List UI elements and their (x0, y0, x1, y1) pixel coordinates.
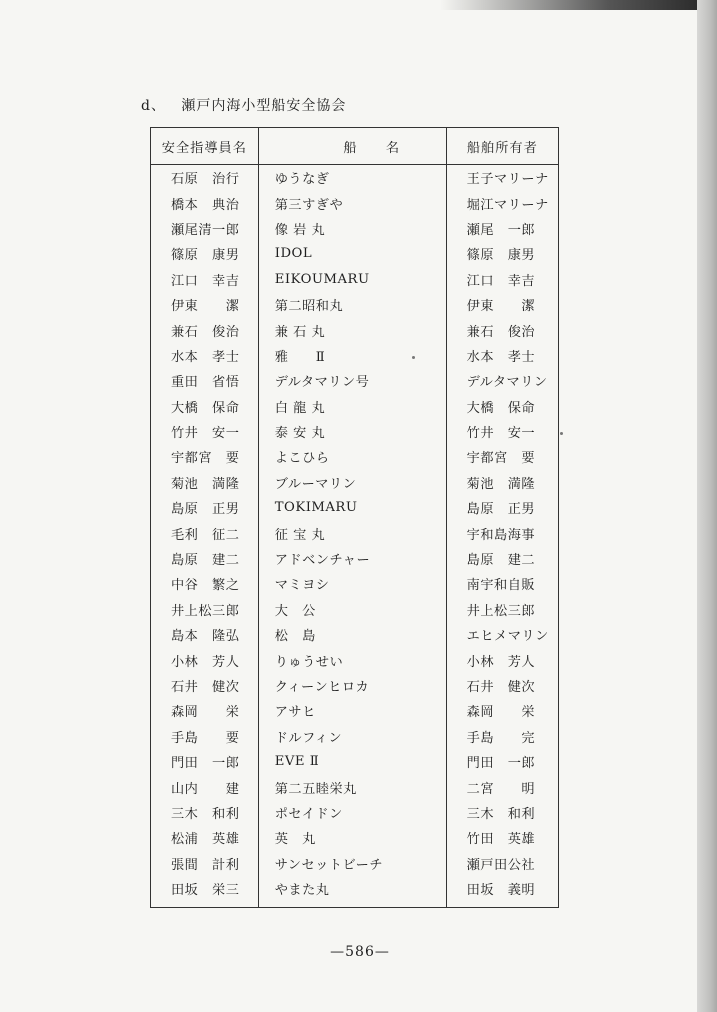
table-header-row (151, 128, 559, 165)
ship-name-cell: TOKIMARU (258, 495, 446, 520)
owner-name-cell: 田坂 義明 (466, 883, 536, 899)
guide-name-cell: 手島 要 (151, 724, 259, 749)
section-marker: d、 (141, 98, 166, 114)
page-number: —586— (330, 944, 390, 960)
guide-name-cell: 山内 建 (151, 774, 259, 799)
guide-name-cell: 井上松三郎 (151, 597, 259, 622)
guide-name-cell: 大橋 保命 (151, 394, 259, 419)
owner-name-cell: デルタマリン (466, 375, 548, 391)
table-row (151, 343, 559, 368)
guide-name-cell: 中谷 繁之 (151, 571, 259, 596)
table-row (151, 546, 559, 571)
guide-name-cell: 森岡 栄 (151, 698, 259, 723)
ship-name-cell: 第三すぎや (258, 190, 446, 215)
ship-name-cell: サンセットビーチ (258, 851, 446, 876)
owner-name-cell: 井上松三郎 (466, 603, 536, 619)
ship-name-cell: やまた丸 (258, 876, 446, 908)
scan-speck (560, 432, 563, 435)
owner-name-cell: 小林 芳人 (466, 654, 536, 670)
guide-name-cell: 瀬尾清一郎 (151, 216, 259, 241)
table-row (151, 800, 559, 825)
table-row (151, 876, 559, 908)
ship-name-cell: ポセイドン (258, 800, 446, 825)
owner-name-cell: 南宇和自販 (466, 578, 536, 594)
owner-name-cell: 兼石 俊治 (466, 324, 536, 340)
guide-name-cell: 島原 建二 (151, 546, 259, 571)
table-row (151, 698, 559, 723)
table-row (151, 749, 559, 774)
guide-name-cell: 小林 芳人 (151, 647, 259, 672)
owner-name-cell: 門田 一郎 (466, 756, 536, 772)
section-title: 瀬戸内海小型船安全協会 (181, 98, 347, 114)
guide-name-cell: 菊池 満隆 (151, 470, 259, 495)
header-guide: 安全指導員名 (151, 128, 259, 165)
ship-name-cell: 第二昭和丸 (258, 292, 446, 317)
guide-name-cell: 毛利 征二 (151, 520, 259, 545)
ship-name-cell: 雅 Ⅱ (258, 343, 446, 368)
owner-name-cell: 竹田 英雄 (466, 832, 536, 848)
owner-name-cell: 江口 幸吉 (466, 273, 536, 289)
guide-name-cell: 島本 隆弘 (151, 622, 259, 647)
table-row (151, 394, 559, 419)
table-row (151, 165, 559, 191)
guide-name-cell: 宇都宮 要 (151, 444, 259, 469)
table-row (151, 851, 559, 876)
table-row (151, 470, 559, 495)
ship-name-cell: 第二五睦栄丸 (258, 774, 446, 799)
table-row (151, 419, 559, 444)
ship-name-cell: ブルーマリン (258, 470, 446, 495)
section-heading (141, 95, 346, 115)
ship-name-cell: クィーンヒロカ (258, 673, 446, 698)
ship-name-cell: ドルフィン (258, 724, 446, 749)
owner-name-cell: 大橋 保命 (466, 400, 536, 416)
owner-name-cell: 瀬尾 一郎 (466, 222, 536, 238)
owner-name-cell: 篠原 康男 (466, 248, 536, 264)
table-row (151, 724, 559, 749)
table-row (151, 597, 559, 622)
header-owner: 船舶所有者 (446, 128, 558, 165)
owner-name-cell: 三木 和利 (466, 806, 536, 822)
ship-name-cell: 松 島 (258, 622, 446, 647)
ship-name-cell: マミヨシ (258, 571, 446, 596)
owner-name-cell: 石井 健次 (466, 680, 536, 695)
table-row (151, 622, 559, 647)
ship-name-cell: アサヒ (258, 698, 446, 723)
owner-name-cell: 菊池 満隆 (466, 476, 536, 492)
table-row (151, 571, 559, 596)
owner-name-cell: 宇和島海事 (466, 527, 536, 543)
table-row (151, 444, 559, 469)
guide-name-cell: 篠原 康男 (151, 241, 259, 266)
ship-name-cell: EIKOUMARU (258, 267, 446, 292)
guide-name-cell: 松浦 英雄 (151, 825, 259, 850)
table-row (151, 825, 559, 850)
ship-name-cell: IDOL (258, 241, 446, 266)
ship-name-cell: EVE Ⅱ (258, 749, 446, 774)
scan-shadow-right (697, 0, 717, 1012)
owner-name-cell: 島原 建二 (466, 553, 536, 569)
scan-shadow-top (440, 0, 700, 10)
table-row (151, 495, 559, 520)
owner-name-cell: 手島 完 (466, 730, 536, 746)
guide-name-cell: 竹井 安一 (151, 419, 259, 444)
guide-name-cell: 重田 省悟 (151, 368, 259, 393)
owner-name-cell: 島原 正男 (466, 502, 536, 518)
ship-name-cell: 征 宝 丸 (258, 520, 446, 545)
guide-name-cell: 伊東 潔 (151, 292, 259, 317)
table-row (151, 190, 559, 215)
table-row (151, 267, 559, 292)
owner-name-cell: 竹井 安一 (466, 426, 536, 442)
safety-guide-table (150, 127, 559, 908)
owner-name-cell: 堀江マリーナ (466, 197, 549, 213)
guide-name-cell: 兼石 俊治 (151, 317, 259, 342)
table-row (151, 216, 559, 241)
guide-name-cell: 江口 幸吉 (151, 267, 259, 292)
owner-name-cell: 伊東 潔 (466, 299, 536, 315)
ship-name-cell: 兼 石 丸 (258, 317, 446, 342)
guide-name-cell: 水本 孝士 (151, 343, 259, 368)
owner-name-cell: 水本 孝士 (466, 349, 536, 365)
ship-name-cell: 英 丸 (258, 825, 446, 850)
guide-name-cell: 橋本 典治 (151, 190, 259, 215)
table-row (151, 317, 559, 342)
owner-name-cell: 森岡 栄 (466, 705, 536, 721)
table-row (151, 774, 559, 799)
ship-name-cell: アドベンチャー (258, 546, 446, 571)
table-row (151, 292, 559, 317)
owner-name-cell: 王子マリーナ (466, 172, 549, 188)
ship-name-cell: 大 公 (258, 597, 446, 622)
ship-name-cell: 白 龍 丸 (258, 394, 446, 419)
owner-name-cell: 瀬戸田公社 (466, 857, 536, 873)
guide-name-cell: 島原 正男 (151, 495, 259, 520)
guide-name-cell: 張間 計利 (151, 851, 259, 876)
guide-name-cell: 門田 一郎 (151, 749, 259, 774)
ship-name-cell: りゅうせい (258, 647, 446, 672)
ship-name-cell: デルタマリン号 (258, 368, 446, 393)
ship-name-cell: 泰 安 丸 (258, 419, 446, 444)
scan-speck (412, 356, 415, 359)
table-row (151, 520, 559, 545)
ship-name-cell: ゆうなぎ (258, 165, 446, 191)
table-row (151, 241, 559, 266)
ship-name-cell: よこひら (258, 444, 446, 469)
owner-name-cell: 二宮 明 (466, 781, 536, 797)
guide-name-cell: 田坂 栄三 (151, 876, 259, 908)
owner-name-cell: 宇都宮 要 (466, 451, 536, 467)
ship-name-cell: 像 岩 丸 (258, 216, 446, 241)
table-row (151, 673, 559, 698)
guide-name-cell: 石井 健次 (151, 673, 259, 698)
table-row (151, 368, 559, 393)
header-ship: 船 名 (258, 128, 446, 165)
guide-name-cell: 石原 治行 (151, 165, 259, 191)
owner-name-cell: エヒメマリン (466, 629, 549, 645)
table-row (151, 647, 559, 672)
guide-name-cell: 三木 和利 (151, 800, 259, 825)
table-body (151, 165, 559, 908)
